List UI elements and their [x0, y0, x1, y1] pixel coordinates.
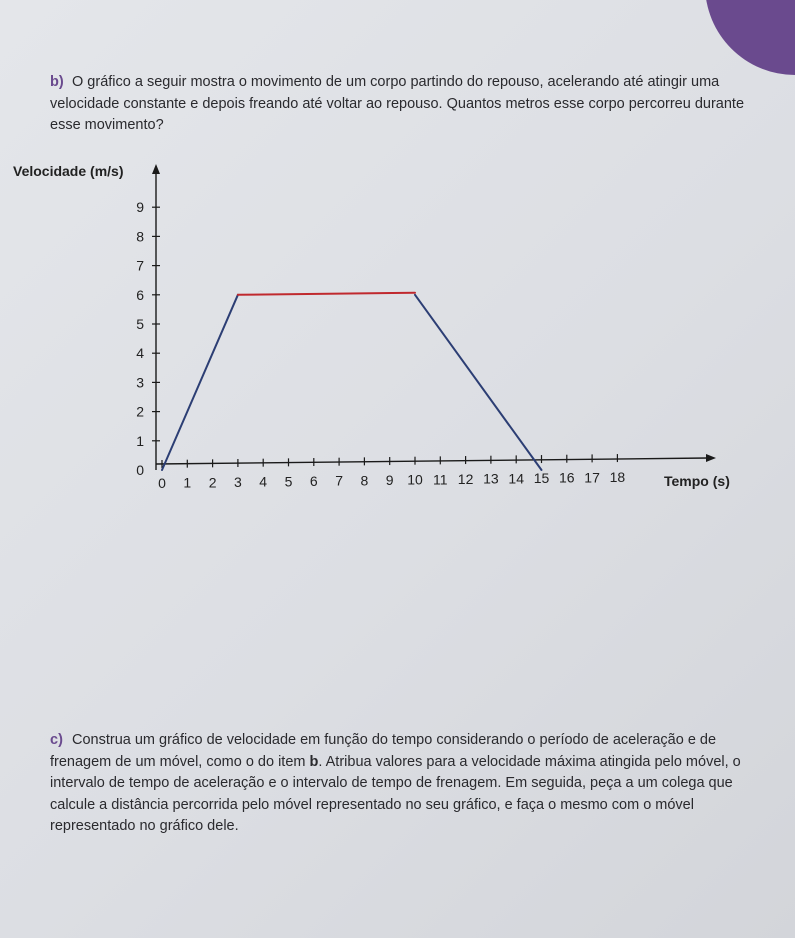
y-tick-label: 6 — [136, 286, 144, 303]
x-tick-label: 8 — [360, 472, 369, 489]
question-c — [50, 730, 750, 838]
y-tick-label: 0 — [136, 462, 144, 478]
y-tick-label: 1 — [136, 432, 144, 449]
question-b-letter: b) — [50, 74, 64, 90]
y-axis-arrow — [152, 164, 160, 174]
x-tick-label: 3 — [234, 474, 242, 491]
x-tick-label: 6 — [309, 473, 318, 490]
x-tick-label: 10 — [407, 471, 423, 488]
question-c-text-before: Construa um gráfico de velocidade em função do tempo considerando o período de aceleração e de frenagem de um móvel, como o do item — [50, 732, 717, 770]
y-tick-label: 9 — [136, 199, 144, 216]
question-b-text: O gráfico a seguir mostra o movimento de um corpo partindo do repouso, acelerando até atingir uma velocidade constante e depois freando até voltar ao repouso. Quantos metros esse corpo percorreu durante esse movimento? — [50, 74, 745, 133]
x-tick-label: 5 — [284, 473, 293, 490]
y-tick-label: 4 — [136, 345, 144, 362]
x-tick-label: 7 — [335, 472, 343, 489]
corner-tab — [705, 0, 795, 75]
x-axis-line — [156, 458, 708, 464]
chart-ticks — [136, 199, 625, 491]
x-tick-label: 11 — [433, 471, 448, 488]
x-tick-label: 0 — [158, 475, 166, 491]
x-tick-label: 13 — [483, 470, 499, 487]
velocity-chart — [0, 150, 795, 510]
x-tick-label: 16 — [559, 469, 575, 486]
x-tick-label: 4 — [259, 473, 268, 490]
x-tick-label: 2 — [208, 474, 217, 491]
y-tick-label: 2 — [136, 403, 144, 420]
x-tick-label: 14 — [508, 470, 524, 487]
y-tick-label: 3 — [136, 374, 144, 391]
x-axis-label: Tempo (s) — [664, 473, 730, 489]
x-tick-label: 12 — [457, 471, 474, 488]
x-tick-label: 1 — [183, 474, 192, 491]
question-b — [50, 72, 750, 137]
x-tick-label: 9 — [385, 472, 394, 489]
chart-series — [162, 293, 542, 470]
x-axis-arrow — [706, 454, 716, 462]
x-tick-label: 17 — [584, 469, 600, 486]
x-tick-label: 18 — [609, 469, 626, 486]
y-tick-label: 7 — [136, 257, 144, 274]
series-segment-constant — [238, 293, 415, 295]
series-segment-ramp — [415, 295, 542, 470]
y-axis-label: Velocidade (m/s) — [13, 163, 124, 179]
x-tick-label: 15 — [533, 470, 550, 487]
question-c-letter: c) — [50, 732, 63, 748]
y-tick-label: 8 — [136, 228, 144, 245]
series-segment-ramp — [162, 295, 238, 470]
question-c-bold-ref: b — [309, 753, 319, 770]
y-tick-label: 5 — [136, 316, 144, 332]
chart-axes — [152, 164, 716, 470]
question-c-text-after: . Atribua valores para a velocidade máxima atingida pelo móvel, o intervalo de tempo de aceleração e o intervalo de tempo de frenagem. Em seguida, peça a um colega que calcule a distância percorrida pelo móvel representado no seu gráfico, e faça o mesmo com o móvel representado no gráfico dele. — [50, 753, 741, 834]
